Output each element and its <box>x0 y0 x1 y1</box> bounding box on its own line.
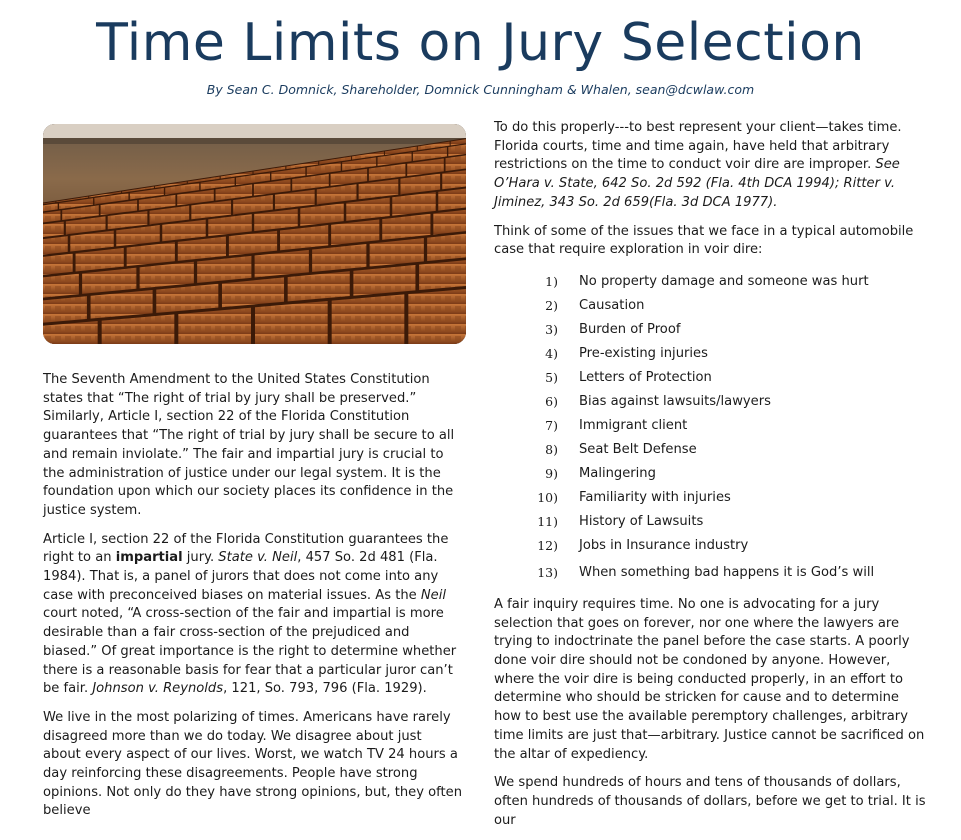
paragraph-article-one: Article I, section 22 of the Florida Constitution guarantees the right to an impartial jury. State v. Neil, 457 So. 2d 481 (Fla. 1984). That is, a panel of jurors that does not come into any case with preconceived biases on material issues. As the Neil court noted, “A cross-section of the fair and impartial is more desirable than a fair cross-section of the prejudiced and biased.” Of great importance is the right to determine whether there is a reasonable basis for fear that a particular juror can’t be fair. Johnson v. Reynolds, 121, So. 793, 796 (Fla. 1929). <box>43 531 457 697</box>
list-item: 12) Jobs in Insurance industry <box>537 537 749 553</box>
list-item: 10) Familiarity with injuries <box>537 489 731 505</box>
list-item: 5) Letters of Protection <box>545 369 712 385</box>
left-column <box>43 371 463 831</box>
paragraph-polarizing-times: We live in the most polarizing of times. Americans have rarely disagreed more than we do today. We disagree about just about every aspect of our lives. Worst, we watch TV 24 hours a day reinforcing these disagreements. People have strong opinions. Not only do they have strong opinions, but, they often believe <box>43 709 463 819</box>
paragraph-time-properly: To do this properly---to best represent your client—takes time. Florida courts, time and time again, have held that arbitrary restrictions on the time to conduct voir dire are improper. See O’Hara v. State, 642 So. 2d 592 (Fla. 4th DCA 1994); Ritter v. Jiminez, 343 So. 2d 659(Fla. 3d DCA 1977). <box>494 120 902 210</box>
list-item: 4) Pre-existing injuries <box>545 345 708 361</box>
article-title: Time Limits on Jury Selection <box>96 13 865 73</box>
list-item: 2) Causation <box>545 297 645 313</box>
paragraph-fair-inquiry: A fair inquiry requires time. No one is advocating for a jury selection that goes on forever, nor one where the lawyers are trying to indoctrinate the panel before the case starts. A poorly done voir dire should not be condoned by anyone. However, where the voir dire is being conducted properly, in an effort to determine who should be stricken for cause and to determine how to best use the available peremptory challenges, arbitrary time limits are just that—arbitrary. Justice cannot be sacrificed on the altar of expediency. <box>494 596 925 762</box>
auditorium-seats-photo <box>43 124 466 344</box>
paragraph-seventh-amendment: The Seventh Amendment to the United States Constitution states that “The right of trial by jury shall be preserved.” Similarly, Article I, section 22 of the Florida Constitution guarantees that “The right of trial by jury shall be secure to all and remain inviolate.” The fair and impartial jury is crucial to the administration of justice under our legal system. It is the foundation upon which our society places its confidence in the justice system. <box>43 372 455 518</box>
paragraph-we-spend: We spend hundreds of hours and tens of thousands of dollars, often hundreds of thousands of dollars, before we get to trial. It is our <box>494 775 926 828</box>
list-item: 11) History of Lawsuits <box>537 513 704 529</box>
seats-image <box>43 124 466 344</box>
list-item: 6) Bias against lawsuits/lawyers <box>545 393 771 409</box>
list-item: 13) When something bad happens it is God’s will <box>537 564 875 580</box>
list-item: 3) Burden of Proof <box>545 321 681 337</box>
byline: By Sean C. Domnick, Shareholder, Domnick Cunningham & Whalen, sean@dcwlaw.com <box>206 82 755 97</box>
list-item: 7) Immigrant client <box>545 417 688 433</box>
list-item: 8) Seat Belt Defense <box>545 441 697 457</box>
list-item: 9) Malingering <box>545 465 656 481</box>
right-column <box>494 119 926 840</box>
list-item: 1) No property damage and someone was hurt <box>545 273 869 289</box>
issues-list <box>494 270 926 588</box>
paragraph-issues-intro: Think of some of the issues that we face in a typical automobile case that require exploration in voir dire: <box>494 223 914 258</box>
